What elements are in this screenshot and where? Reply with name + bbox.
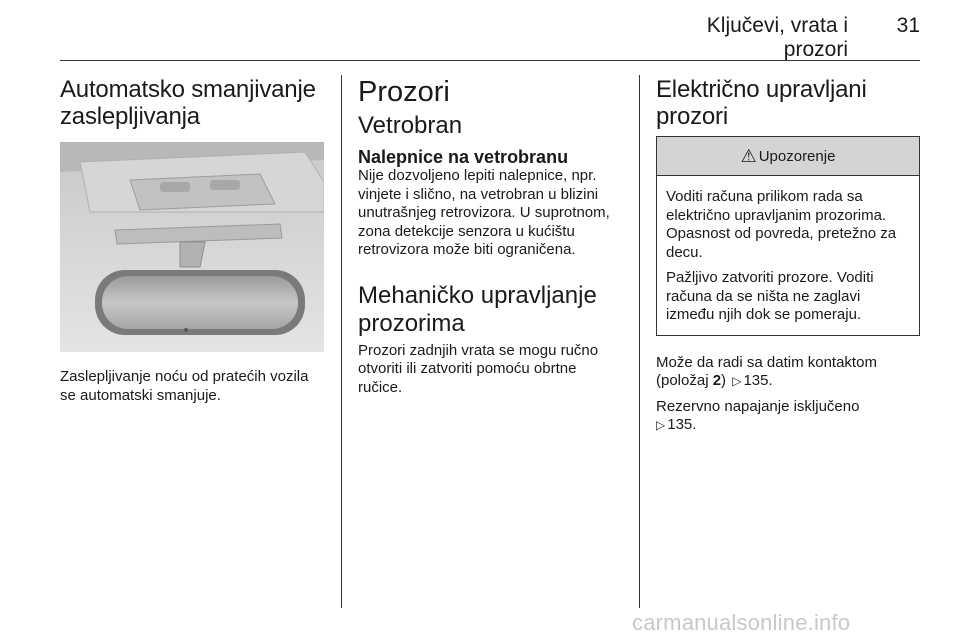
column-1 [60, 76, 326, 405]
ignition-text-b: ) [721, 372, 731, 389]
section-heading-prozori: Prozori [358, 76, 450, 108]
column-divider-2 [639, 75, 640, 608]
column-2 [358, 76, 624, 397]
warning-text-1: Voditi računa prilikom rada sa električno upravljanim prozorima. Opasnost od povreda, pretežno za decu. [666, 188, 897, 261]
rearview-mirror-illustration [60, 142, 324, 352]
power-off-text-a: Rezervno napajanje isključeno [656, 397, 860, 415]
watermark: carmanualsonline.info [632, 610, 851, 635]
nalepnice-body-text: Nije dozvoljeno lepiti nalepnice, npr. vinjete i slično, na vetrobran u blizini unutrašnjeg retrovizora. U suprotnom, zona detekcije senzora u kućištu retrovizora može biti ograničena. [358, 167, 610, 258]
ignition-text [656, 354, 920, 391]
warning-triangle-icon: ⚠ [740, 145, 757, 166]
rearview-mirror-figure [60, 142, 324, 352]
page-header-title: Ključevi, vrata i prozori [706, 14, 848, 61]
subheading-mehanicko: Mehaničko upravljanje prozorima [358, 281, 597, 337]
cross-reference-icon: ▷ [732, 374, 742, 388]
mehanicko-body-text: Prozori zadnjih vrata se mogu ručno otvoriti ili zatvoriti pomoću obrtne ručice. [358, 341, 599, 396]
cross-reference-icon: ▷ [656, 418, 666, 432]
warning-box [656, 136, 920, 336]
header-rule [60, 60, 920, 61]
power-off-page-ref[interactable]: 135. [667, 416, 697, 433]
warning-header [657, 137, 919, 176]
warning-title: Upozorenje [758, 147, 836, 165]
warning-body [657, 176, 919, 335]
subheading-vetrobran: Vetrobran [358, 112, 463, 139]
power-off-text [656, 398, 920, 435]
section-heading-antiglare: Automatsko smanjivanje zaslepljivanja [60, 76, 316, 130]
antiglare-body-text: Zaslepljivanje noću od pratećih vozila se automatski smanjuje. [60, 368, 309, 404]
subheading-nalepnice: Nalepnice na vetrobranu [358, 147, 569, 167]
column-3 [656, 76, 920, 435]
ignition-page-ref[interactable]: 135. [743, 372, 773, 389]
column-divider-1 [341, 75, 342, 608]
ignition-position: 2 [712, 372, 722, 389]
warning-text-2: Pažljivo zatvoriti prozore. Voditi računa da se ništa ne zaglavi između njih dok se pomeraju. [666, 269, 874, 323]
section-heading-elektricno: Električno upravljani prozori [656, 76, 867, 130]
page-number: 31 [896, 14, 920, 37]
ignition-text-a: Može da radi sa datim kontaktom (položaj [656, 353, 877, 389]
